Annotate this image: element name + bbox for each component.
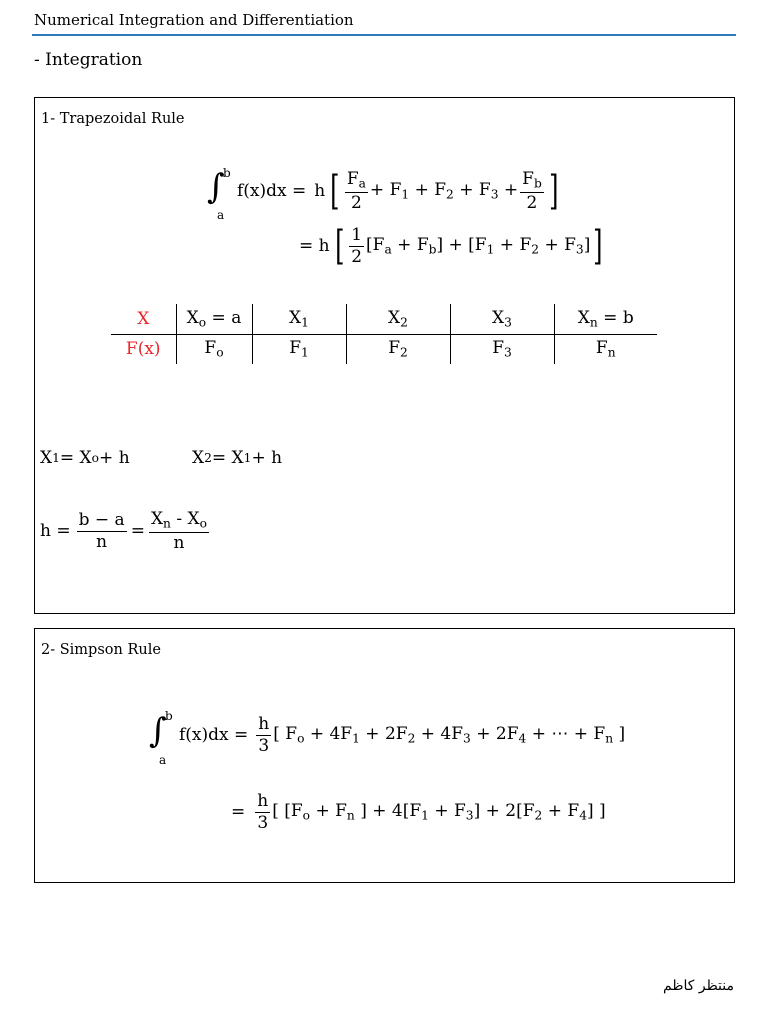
h-over-3: $\frac{h}{3}$ (257, 790, 269, 833)
header-rule (32, 34, 736, 36)
b-minus-a-over-n: $\frac{b - a}{n}$ (78, 510, 125, 552)
equals-h: = h (299, 236, 330, 256)
left-bracket: [ (334, 223, 345, 269)
table-cell: $X_o = a$ (176, 304, 252, 334)
table-cell: $X_2$ (346, 304, 450, 334)
left-bracket: [ (330, 168, 340, 214)
table-cell: $X_n = b$ (577, 307, 634, 330)
trapezoidal-title: 1- Trapezoidal Rule (41, 111, 185, 127)
row-label-fx: F(x) (111, 334, 176, 364)
integral-sign: ∫ b a (207, 166, 231, 222)
right-bracket: ] (548, 168, 559, 214)
step-x1: X 1 = X o + h (40, 448, 130, 468)
table-cell: $F_n$ (595, 338, 616, 361)
simpson-box (34, 628, 735, 883)
middle-terms: + $F_1 + F_2 + F_3$ + (369, 180, 519, 202)
table-cell: $X_3$ (450, 304, 554, 334)
table-cell: $X_1$ (252, 304, 346, 334)
xf-table-wrap (111, 304, 657, 364)
table-cell: $F_o$ (176, 334, 252, 364)
trapezoid-formula-line2 (299, 220, 606, 272)
section-title: - Integration (34, 50, 143, 70)
table-cell: $F_1$ (252, 334, 346, 364)
table-cell: $F_2$ (346, 334, 450, 364)
simpson-formula-line1 (147, 707, 626, 767)
table-cell: $F_3$ (450, 334, 554, 364)
step-x2: X 2 = X 1 + h (192, 448, 283, 468)
fa-over-2: $\frac{F_a}{2}$ (346, 168, 366, 213)
document-header: Numerical Integration and Differentiation (34, 11, 354, 29)
author-signature: منتظر كاظم (663, 978, 734, 994)
xf-table (111, 304, 657, 364)
trapezoidal-box (34, 97, 735, 614)
right-bracket: ] (593, 223, 603, 269)
bracket-terms: $[F_a + F_b] + [F_1 + F_2 + F_3]$ (366, 235, 591, 257)
row-label-x: X (111, 304, 176, 334)
simpson-title: 2- Simpson Rule (41, 642, 161, 658)
simpson-terms: [ $F_o + 4F_1 + 2F_2 + 4F_3 + 2F_4$ + ⋯ + $F_n$ ] (273, 724, 626, 746)
integral-sign: ∫ b a (149, 709, 173, 767)
trapezoid-formula-line1 (205, 160, 561, 222)
h-factor: h (314, 181, 326, 201)
simpson-grouped-terms: [ [$F_o + F_n$ ] + $4[F_1 + F_3] + 2[F_2 + F_4]$ ] (272, 801, 606, 823)
h-over-3: $\frac{h}{3}$ (258, 713, 270, 756)
xn-minus-xo-over-n: $\frac{X_n - X_o}{n}$ (150, 509, 207, 554)
integrand: f(x)dx = (237, 181, 307, 201)
h-definition: h = $\frac{b - a}{n}$ = $\frac{X_n - X_o}{n}$ (40, 509, 207, 554)
fb-over-2: $\frac{F_b}{2}$ (522, 168, 542, 213)
one-half: $\frac{1}{2}$ (351, 224, 363, 267)
integrand: f(x)dx = (179, 725, 249, 745)
simpson-formula-line2: = $\frac{h}{3}$ [ [$F_o + F_n$ ] + $4[F_1 + F_3] + 2[F_2 + F_4]$ ] (231, 790, 606, 833)
